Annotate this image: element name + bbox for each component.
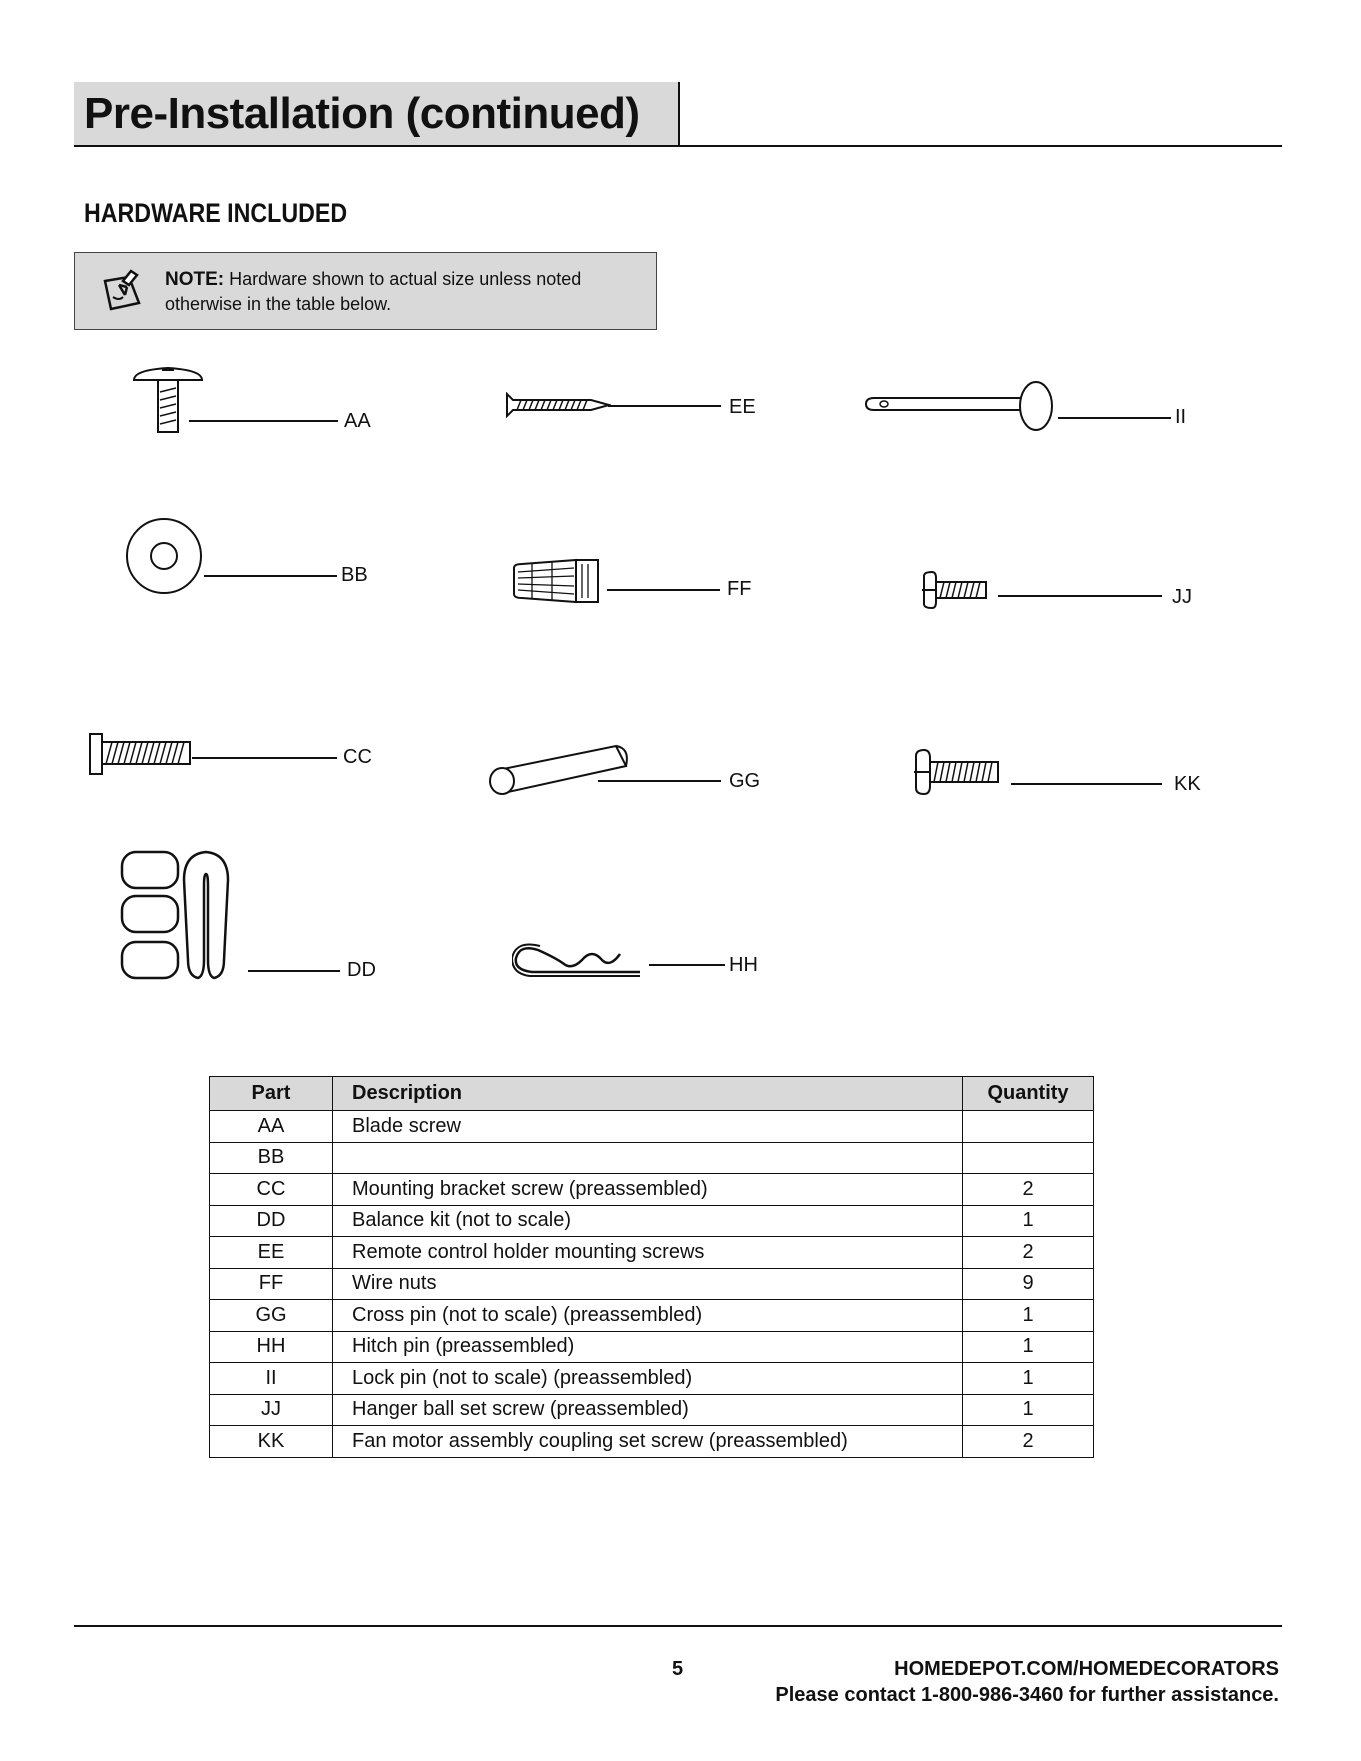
hh-leader-line	[649, 964, 725, 966]
label-ff: FF	[727, 578, 752, 600]
coupling-screw-illustration	[912, 748, 1002, 796]
table-row	[210, 1300, 1094, 1332]
lock-pin-illustration	[864, 380, 1054, 432]
table-row	[210, 1205, 1094, 1237]
label-ee: EE	[729, 396, 756, 418]
table-row	[210, 1268, 1094, 1300]
part-cell: JJ	[210, 1394, 333, 1426]
description-cell: Remote control holder mounting screws	[333, 1237, 963, 1269]
hardware-table	[209, 1076, 1094, 1458]
footer-contact: Please contact 1-800-986-3460 for further assistance.	[775, 1684, 1279, 1706]
blade-screw-illustration	[128, 362, 208, 436]
ii-leader-line	[1058, 417, 1171, 419]
description-cell: Blade screw	[333, 1111, 963, 1143]
description-cell: Hitch pin (preassembled)	[333, 1331, 963, 1363]
table-row	[210, 1394, 1094, 1426]
note-box	[74, 252, 657, 330]
footer-url: HOMEDEPOT.COM/HOMEDECORATORS	[894, 1658, 1279, 1680]
label-kk: KK	[1174, 773, 1201, 795]
cc-leader-line	[192, 757, 337, 759]
page-number: 5	[672, 1658, 684, 1680]
description-cell: Mounting bracket screw (preassembled)	[333, 1174, 963, 1206]
quantity-cell	[963, 1142, 1094, 1174]
wire-nut-illustration	[512, 558, 602, 604]
part-cell: KK	[210, 1426, 333, 1458]
gg-leader-line	[598, 780, 721, 782]
note-text	[165, 267, 581, 316]
quantity-cell: 2	[963, 1174, 1094, 1206]
quantity-cell: 1	[963, 1394, 1094, 1426]
footer-rule	[74, 1625, 1282, 1627]
kk-leader-line	[1011, 783, 1162, 785]
holder-screw-illustration	[505, 392, 611, 418]
quantity-cell: 9	[963, 1268, 1094, 1300]
note-line-2: otherwise in the table below.	[165, 294, 392, 314]
balance-kit-illustration	[118, 850, 252, 984]
bb-leader-line	[204, 575, 337, 577]
label-dd: DD	[347, 959, 376, 981]
label-gg: GG	[729, 770, 761, 792]
aa-leader-line	[189, 420, 338, 422]
cross-pin-illustration	[482, 740, 632, 796]
quantity-cell: 1	[963, 1363, 1094, 1395]
table-row	[210, 1142, 1094, 1174]
quantity-cell	[963, 1111, 1094, 1143]
table-header-row	[210, 1077, 1094, 1111]
part-cell: AA	[210, 1111, 333, 1143]
part-cell: DD	[210, 1205, 333, 1237]
table-row	[210, 1237, 1094, 1269]
mounting-bracket-screw-illustration	[88, 732, 194, 776]
description-cell: Fan motor assembly coupling set screw (preassembled)	[333, 1426, 963, 1458]
part-cell: HH	[210, 1331, 333, 1363]
section-heading: HARDWARE INCLUDED	[84, 198, 348, 228]
header-quantity: Quantity	[963, 1077, 1094, 1111]
label-aa: AA	[344, 410, 371, 432]
header-part: Part	[210, 1077, 333, 1111]
hitch-pin-illustration	[512, 936, 644, 980]
table-row	[210, 1363, 1094, 1395]
header-divider	[678, 82, 680, 146]
quantity-cell: 2	[963, 1237, 1094, 1269]
part-cell: CC	[210, 1174, 333, 1206]
quantity-cell: 2	[963, 1426, 1094, 1458]
description-cell: Cross pin (not to scale) (preassembled)	[333, 1300, 963, 1332]
page-title: Pre-Installation (continued)	[84, 89, 640, 138]
set-screw-illustration	[920, 570, 990, 610]
note-pushpin-icon	[99, 267, 147, 315]
note-label: NOTE:	[165, 269, 225, 290]
header-rule	[74, 145, 1282, 147]
table-row	[210, 1331, 1094, 1363]
table-row	[210, 1426, 1094, 1458]
note-line-1: Hardware shown to actual size unless noted	[229, 269, 582, 289]
description-cell: Lock pin (not to scale) (preassembled)	[333, 1363, 963, 1395]
label-cc: CC	[343, 746, 372, 768]
description-cell: Wire nuts	[333, 1268, 963, 1300]
description-cell: Balance kit (not to scale)	[333, 1205, 963, 1237]
part-cell: II	[210, 1363, 333, 1395]
quantity-cell: 1	[963, 1300, 1094, 1332]
description-cell: Hanger ball set screw (preassembled)	[333, 1394, 963, 1426]
description-cell	[333, 1142, 963, 1174]
ff-leader-line	[607, 589, 720, 591]
label-ii: II	[1175, 406, 1187, 428]
part-cell: GG	[210, 1300, 333, 1332]
header-description: Description	[333, 1077, 963, 1111]
part-cell: BB	[210, 1142, 333, 1174]
jj-leader-line	[998, 595, 1162, 597]
ee-leader-line	[608, 405, 721, 407]
part-cell: FF	[210, 1268, 333, 1300]
washer-illustration	[126, 516, 206, 596]
table-row	[210, 1111, 1094, 1143]
quantity-cell: 1	[963, 1331, 1094, 1363]
label-hh: HH	[729, 954, 758, 976]
label-jj: JJ	[1172, 586, 1192, 608]
dd-leader-line	[248, 970, 340, 972]
table-row	[210, 1174, 1094, 1206]
quantity-cell: 1	[963, 1205, 1094, 1237]
part-cell: EE	[210, 1237, 333, 1269]
label-bb: BB	[341, 564, 368, 586]
